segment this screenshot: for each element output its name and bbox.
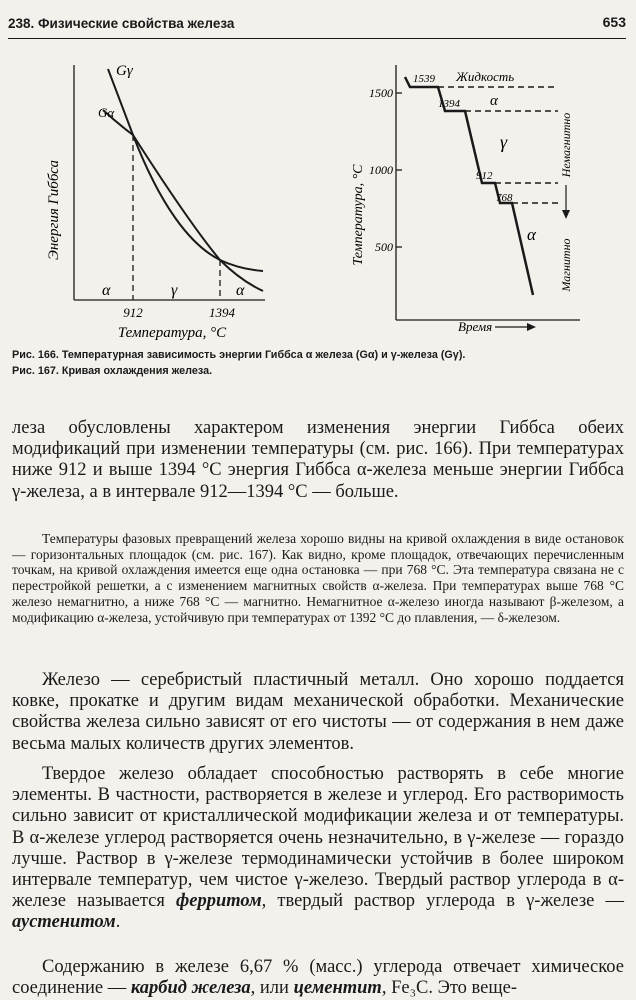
curve-g-alpha — [103, 110, 263, 291]
fig167-tick-label-1000: 1000 — [369, 163, 393, 177]
fig167-label-912: 912 — [476, 170, 493, 182]
p5-mid-text: , или — [250, 978, 289, 999]
fig166-phase-mid: γ — [171, 282, 178, 299]
fig167-arrow-head — [562, 210, 570, 219]
fig167-x-label: Время — [458, 319, 493, 334]
fig166-phase-right: α — [236, 282, 245, 299]
fig166-phase-left: α — [102, 282, 111, 299]
fig167-label-alpha-bottom: α — [527, 225, 536, 244]
fig166-x-label: Температура, °C — [117, 325, 227, 341]
fig166-label-g-alpha: Gα — [98, 105, 115, 120]
page-header — [8, 16, 626, 39]
fig167-label-1539: 1539 — [413, 73, 435, 85]
curve-g-gamma — [108, 69, 263, 271]
figure-captions — [12, 347, 624, 379]
p4-main-text: Твердое железо обладает способностью растворять в себе многие элементы. В частности, растворяется в железе и углерод. Его растворимость сильно зависит от кристаллической модификации железа и от температуры. В α-железе углерод растворяется очень незначительно, в γ-железе — гораздо лучше. Раствор в γ-железе термодинамически устойчив в более широком интервале температур, чем чистое γ-железо. Твердый раствор углерода в α-железе называется — [12, 764, 624, 912]
fig166-tick-1394: 1394 — [209, 305, 235, 320]
term-ferrite: ферритом — [176, 891, 262, 912]
term-austenite: аустенитом — [12, 912, 116, 933]
paragraph-4 — [12, 764, 624, 934]
fig167-y-label: Температура, °C — [351, 164, 366, 266]
p4-end-text: . — [115, 912, 121, 933]
cooling-curve — [405, 77, 533, 295]
fig166-tick-912: 912 — [123, 305, 143, 320]
term-cementite: цементит — [293, 978, 382, 999]
fig167-label-768: 768 — [496, 192, 513, 204]
fig167-label-1394: 1394 — [438, 98, 460, 110]
fig167-label-magnetic: Магнитно — [559, 238, 573, 292]
fig167-tick-label-500: 500 — [375, 240, 393, 254]
caption-fig-166: Рис. 166. Температурная зависимость энергии Гиббса α железа (Gα) и γ-железа (Gγ). — [12, 349, 466, 361]
figure-166 — [30, 55, 280, 345]
caption-fig-167: Рис. 167. Кривая охлаждения железа. — [12, 365, 213, 377]
fig166-label-g-gamma: Gγ — [116, 63, 133, 79]
paragraph-1: леза обусловлены характером изменения энергии Гиббса обеих модификаций при изменении температуры (см. рис. 166). При температурах ниже 912 и выше 1394 °C энергия Гиббса α-железа меньше энергии Гиббса γ-железа, а в интервале 912—1394 °C — больше. — [12, 418, 624, 502]
page-number: 653 — [602, 14, 626, 30]
paragraph-2-small-print: Температуры фазовых превращений железа хорошо видны на кривой охлаждения в виде остановок — горизонтальных площадок (см. рис. 167). Как видно, кроме площадок, отвечающих перечисленным точкам, на кривой охлаждения имеется еще одна остановка — при 768 °C. Эта температура связана не с перестройкой решетки, а с изменением магнитных свойств α-железа. При температурах выше 768 °C железо немагнитно, а ниже 768 °C — магнитно. Немагнитное α-железо иногда называют β-железом, а модификацию α-железа, устойчивую при температурах от 1392 °C до плавления, — δ-железом. — [12, 531, 624, 625]
p4-mid-text: , твердый раствор углерода в γ-железе — — [261, 891, 625, 912]
p5-end-text: , Fe₃C. Это веще- — [381, 978, 518, 999]
fig166-y-label: Энергия Гиббса — [46, 160, 62, 260]
paragraph-3: Железо — серебристый пластичный металл. Оно хорошо поддается ковке, прокатке и другим видам механической обработки. Механические свойства железа сильно зависят от его чистоты — от содержания в нем даже весьма малых количеств других элементов. — [12, 670, 624, 754]
term-iron-carbide: карбид железа — [130, 978, 251, 999]
p5-main-text: Содержанию в железе 6,67 % (масс.) углерода отвечает химическое соединение — — [12, 957, 624, 999]
fig167-label-nonmagnetic: Немагнитно — [559, 112, 573, 178]
fig167-x-arrow-head — [527, 323, 536, 331]
section-title: 238. Физические свойства железа — [8, 16, 235, 31]
paragraph-5 — [12, 957, 624, 999]
fig167-tick-label-1500: 1500 — [369, 86, 393, 100]
fig167-label-gamma: γ — [500, 132, 508, 152]
figure-167 — [330, 55, 630, 345]
fig167-label-alpha-top: α — [490, 93, 498, 109]
fig167-label-liquid: Жидкость — [456, 69, 515, 84]
